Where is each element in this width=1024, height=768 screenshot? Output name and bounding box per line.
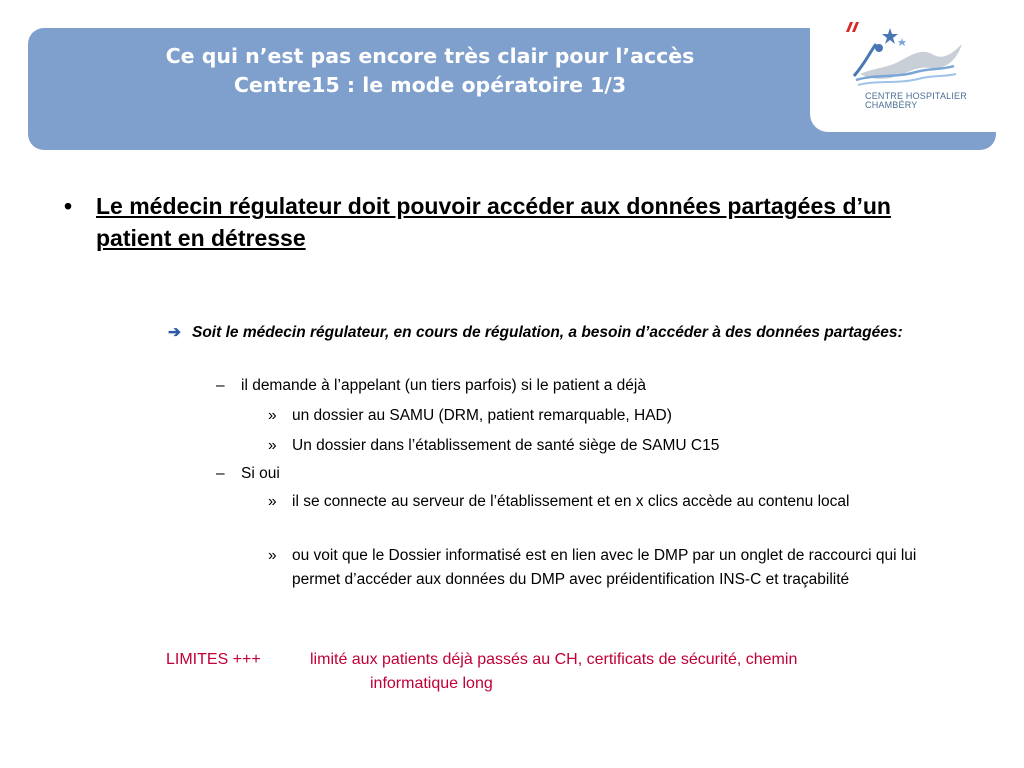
- list-item-text: Si oui: [241, 465, 280, 482]
- hospital-logo-icon: [846, 22, 976, 92]
- guillemet-icon: »: [268, 547, 277, 564]
- list-item-text: il se connecte au serveur de l’établissement et en x clics accède au contenu local: [292, 493, 850, 510]
- slide-title-line-1: Ce qui n’est pas encore très clair pour l’accès: [165, 44, 695, 68]
- logo: [810, 12, 1024, 132]
- slide-title-line-2: Centre15 : le mode opératoire 1/3: [233, 73, 627, 97]
- dash-icon: –: [216, 377, 225, 394]
- dash-icon: –: [216, 465, 225, 482]
- heading-text: Le médecin régulateur doit pouvoir accéder aux données partagées d’un patient en détresse: [96, 193, 891, 251]
- stripes-icon: [846, 22, 862, 32]
- list-item-text: un dossier au SAMU (DRM, patient remarquable, HAD): [292, 407, 672, 424]
- guillemet-icon: »: [268, 493, 277, 510]
- limits-text: [310, 648, 930, 696]
- logo-line-1: CENTRE HOSPITALIER: [865, 91, 967, 101]
- logo-text: [865, 92, 967, 110]
- list-item-text: il demande à l’appelant (un tiers parfois) si le patient a déjà: [241, 377, 646, 394]
- arrow-right-icon: ➔: [168, 324, 181, 341]
- list-item-text: ou voit que le Dossier informatisé est en lien avec le DMP par un onglet de raccourci qui lui permet d’accéder aux données du DMP avec préidentification INS-C et traçabilité: [292, 547, 917, 588]
- bullet-icon: •: [64, 193, 73, 219]
- list-item-text: Un dossier dans l’établissement de santé siège de SAMU C15: [292, 437, 720, 454]
- limits-label: LIMITES +++: [166, 651, 261, 668]
- guillemet-icon: »: [268, 407, 277, 424]
- limits-line-1: limité aux patients déjà passés au CH, certificats de sécurité, chemin: [310, 651, 798, 668]
- limits-line-2: informatique long: [370, 675, 493, 692]
- slide-title: [40, 42, 820, 100]
- sub-point-text: Soit le médecin régulateur, en cours de régulation, a besoin d’accéder à des données partagées:: [192, 324, 903, 341]
- guillemet-icon: »: [268, 437, 277, 454]
- logo-line-2: CHAMBÉRY: [865, 100, 918, 110]
